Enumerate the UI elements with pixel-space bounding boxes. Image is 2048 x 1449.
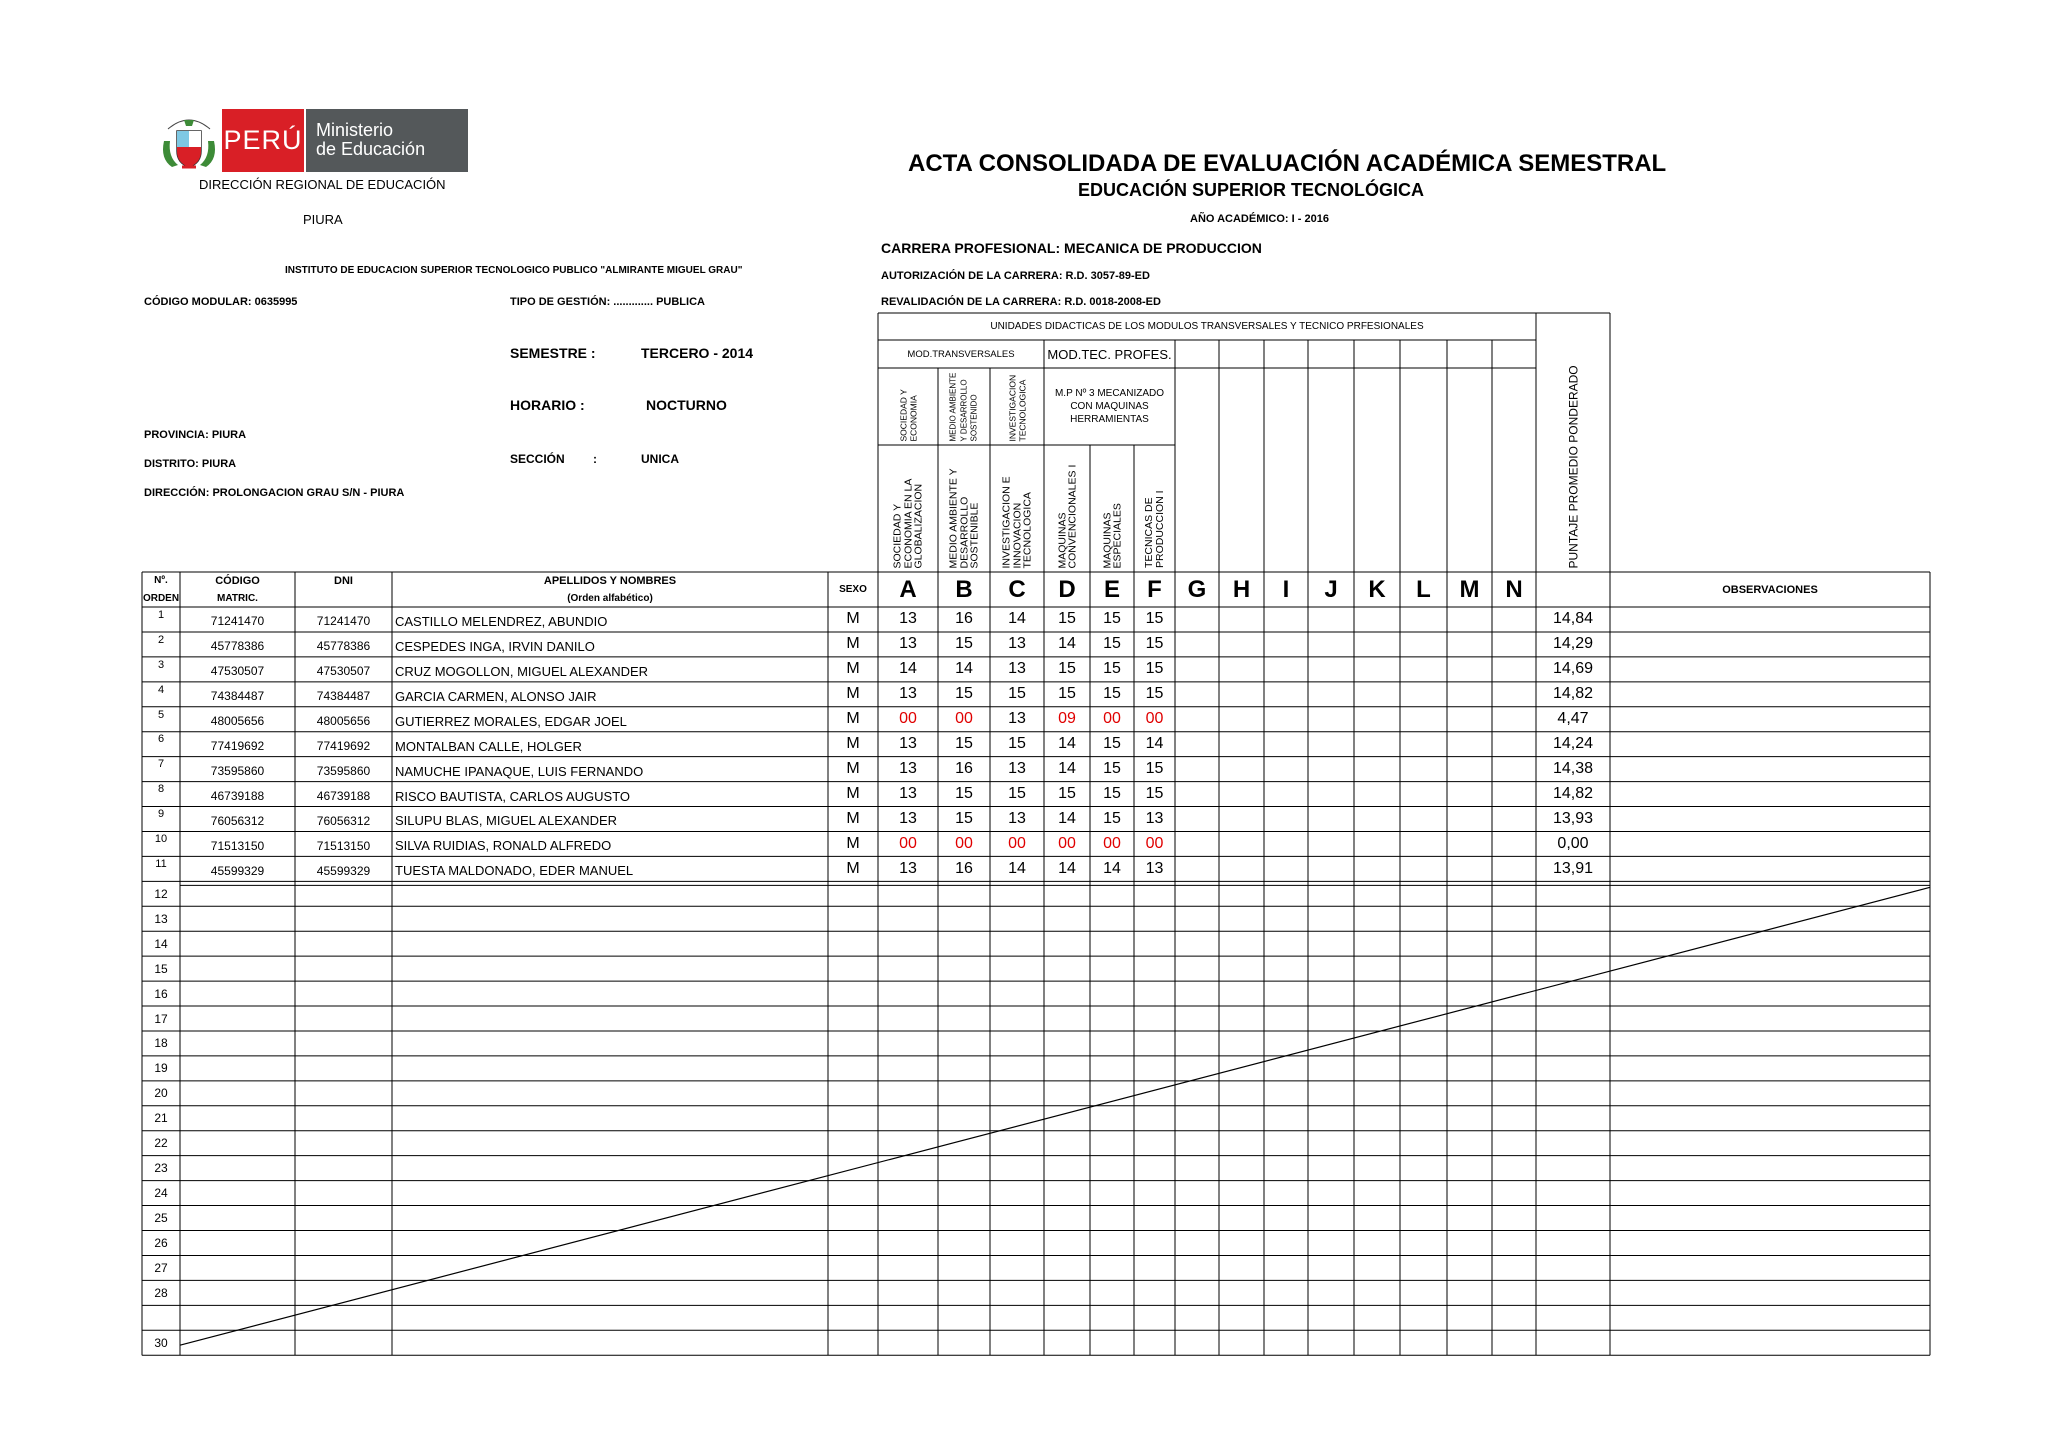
row-nota: 15: [1058, 785, 1076, 803]
row-codigo: 77419692: [210, 739, 265, 754]
col-letter-A: A: [899, 575, 917, 603]
horario-label: HORARIO :: [510, 397, 585, 413]
row-nota: 15: [1103, 785, 1121, 803]
row-nota: 13: [1008, 635, 1026, 653]
unit-label-1: SOCIEDAD Y ECONOMIA EN LA GLOBALIZACION: [891, 478, 925, 568]
col-observaciones: OBSERVACIONES: [1722, 583, 1818, 596]
row-orden: 7: [157, 758, 165, 771]
row-orden: 23: [154, 1161, 168, 1176]
row-codigo: 47530507: [210, 664, 265, 679]
row-nota: 15: [955, 635, 973, 653]
row-nota: 14: [1058, 809, 1076, 827]
row-nota: 15: [1103, 809, 1121, 827]
row-nota: 15: [1145, 610, 1164, 628]
col-codigo-2: MATRIC.: [217, 592, 258, 604]
row-nota: 15: [1145, 785, 1164, 803]
row-orden: 16: [154, 986, 168, 1001]
row-sexo: M: [846, 785, 860, 803]
row-nota: 00: [899, 710, 917, 728]
unit-label-2: MEDIO AMBIENTE Y DESARROLLO SOSTENIBLE: [947, 468, 981, 568]
row-nombre: GUTIERREZ MORALES, EDGAR JOEL: [395, 713, 627, 729]
row-nota: 15: [955, 735, 973, 753]
tipo-gestion: TIPO DE GESTIÓN: ............. PUBLICA: [510, 296, 705, 308]
row-codigo: 74384487: [210, 689, 265, 704]
row-promedio: 14,82: [1552, 785, 1594, 803]
peru-logo-text: PERÚ: [222, 109, 304, 172]
col-dni: DNI: [334, 574, 353, 587]
carrera-profesional: CARRERA PROFESIONAL: MECANICA DE PRODUCCION: [881, 240, 1262, 256]
semestre-label: SEMESTRE :: [510, 345, 596, 361]
row-nota: 00: [1103, 834, 1121, 852]
row-nota: 13: [899, 760, 917, 778]
row-orden: 10: [154, 833, 168, 846]
col-letter-J: J: [1324, 575, 1338, 603]
row-nota: 13: [1008, 660, 1026, 678]
row-orden: 14: [154, 936, 168, 951]
region: PIURA: [303, 212, 343, 227]
col-orden-1: Nº.: [154, 575, 168, 587]
mod-transversales-label: MOD.TRANSVERSALES: [907, 348, 1015, 360]
row-promedio: 14,38: [1552, 760, 1594, 778]
row-promedio: 14,82: [1552, 685, 1594, 703]
col-letter-H: H: [1232, 575, 1251, 603]
unit-label-6: TECNICAS DE PRODUCCION I: [1143, 490, 1166, 568]
row-orden: 22: [154, 1136, 168, 1151]
row-nota: 13: [899, 735, 917, 753]
col-letter-I: I: [1282, 575, 1290, 603]
row-orden: 18: [154, 1036, 168, 1051]
row-nota: 15: [955, 685, 973, 703]
row-nombre: NAMUCHE IPANAQUE, LUIS FERNANDO: [395, 763, 644, 779]
row-nota: 15: [1103, 610, 1121, 628]
unit-label-3: INVESTIGACION E INNOVACION TECNOLOGICA: [1000, 475, 1034, 568]
row-sexo: M: [846, 735, 860, 753]
ministry-logo-text: Ministerio de Educación: [304, 109, 468, 172]
row-nota: 13: [899, 785, 917, 803]
row-orden: 11: [155, 858, 167, 871]
row-codigo: 45778386: [210, 639, 265, 654]
row-nota: 13: [899, 685, 917, 703]
row-orden: 26: [154, 1235, 168, 1250]
row-sexo: M: [846, 834, 860, 852]
row-dni: 71513150: [316, 838, 371, 853]
row-orden: 15: [154, 961, 168, 976]
row-orden: 6: [157, 733, 165, 746]
semestre-value: TERCERO - 2014: [641, 345, 754, 361]
row-nota: 14: [1058, 859, 1076, 877]
direccion: DIRECCIÓN: PROLONGACION GRAU S/N - PIURA: [144, 487, 405, 499]
row-nota: 15: [1103, 685, 1121, 703]
row-nota: 00: [1145, 710, 1164, 728]
row-nota: 16: [955, 610, 973, 628]
row-dni: 47530507: [316, 664, 371, 679]
col-letter-L: L: [1416, 575, 1431, 603]
row-codigo: 76056312: [210, 813, 265, 828]
row-nombre: MONTALBAN CALLE, HOLGER: [395, 738, 582, 754]
row-orden: 30: [154, 1335, 168, 1350]
row-nota: 00: [955, 834, 973, 852]
row-sexo: M: [846, 760, 860, 778]
row-nota: 00: [955, 710, 973, 728]
row-orden: 25: [154, 1211, 168, 1226]
anio-academico: AÑO ACADÉMICO: I - 2016: [1190, 213, 1329, 225]
row-codigo: 71241470: [210, 614, 265, 629]
row-dni: 77419692: [316, 739, 371, 754]
row-nombre: GARCIA CARMEN, ALONSO JAIR: [395, 688, 597, 704]
page-subtitle: EDUCACIÓN SUPERIOR TECNOLÓGICA: [1078, 180, 1425, 200]
row-nota: 16: [955, 760, 973, 778]
col-codigo-1: CÓDIGO: [215, 574, 260, 587]
row-nota: 14: [955, 660, 973, 678]
row-nombre: CESPEDES INGA, IRVIN DANILO: [395, 638, 595, 654]
row-orden: 8: [157, 783, 165, 796]
puntaje-header: PUNTAJE PROMEDIO PONDERADO: [1565, 364, 1580, 568]
row-nota: 14: [1058, 760, 1076, 778]
row-nota: 15: [1008, 785, 1026, 803]
row-dni: 74384487: [316, 689, 371, 704]
row-dni: 73595860: [316, 764, 371, 779]
col-nombres-1: APELLIDOS Y NOMBRES: [543, 574, 677, 587]
row-nota: 15: [1008, 735, 1026, 753]
row-orden: 28: [154, 1285, 168, 1300]
col-nombres-2: (Orden alfabético): [567, 592, 653, 604]
row-orden: 27: [154, 1260, 168, 1275]
row-nota: 14: [1103, 859, 1121, 877]
seccion-label: SECCIÓN: [510, 452, 565, 466]
provincia: PROVINCIA: PIURA: [144, 429, 247, 441]
row-nombre: TUESTA MALDONADO, EDER MANUEL: [395, 863, 634, 879]
unit-label-5: MAQUINAS ESPECIALES: [1100, 502, 1123, 568]
row-dni: 76056312: [316, 813, 371, 828]
row-nota: 00: [1145, 834, 1164, 852]
row-dni: 48005656: [316, 714, 371, 729]
row-nota: 15: [1103, 660, 1121, 678]
row-nota: 15: [1145, 760, 1164, 778]
row-promedio: 14,24: [1552, 735, 1594, 753]
row-orden: 1: [157, 608, 165, 621]
col-letter-G: G: [1187, 575, 1207, 603]
row-nota: 13: [899, 859, 917, 877]
instituto-name: INSTITUTO DE EDUCACION SUPERIOR TECNOLOGICO PUBLICO "ALMIRANTE MIGUEL GRAU": [285, 265, 743, 276]
row-codigo: 45599329: [210, 863, 265, 878]
module-label-investigacion: INVESTIGACION TECNOLOGICA: [1006, 374, 1027, 441]
row-nombre: RISCO BAUTISTA, CARLOS AUGUSTO: [395, 788, 631, 804]
row-dni: 45778386: [316, 639, 371, 654]
row-orden: [142, 1305, 180, 1330]
row-nota: 16: [955, 859, 973, 877]
direccion-regional: DIRECCIÓN REGIONAL DE EDUCACIÓN: [199, 177, 446, 192]
row-nota: 14: [1008, 610, 1026, 628]
row-promedio: 14,84: [1552, 610, 1594, 628]
row-sexo: M: [846, 809, 860, 827]
row-orden: 3: [157, 658, 165, 671]
row-nota: 15: [955, 785, 973, 803]
unidades-title: UNIDADES DIDACTICAS DE LOS MODULOS TRANSVERSALES Y TECNICO PRFESIONALES: [990, 321, 1424, 332]
row-codigo: 46739188: [210, 789, 265, 804]
col-letter-B: B: [955, 575, 973, 603]
row-orden: 21: [154, 1111, 168, 1126]
row-promedio: 14,69: [1552, 660, 1594, 678]
row-orden: 17: [154, 1011, 168, 1026]
grid-line: [180, 887, 1930, 1345]
revalidacion-carrera: REVALIDACIÓN DE LA CARRERA: R.D. 0018-2008-ED: [881, 296, 1161, 308]
module-label-medio-ambiente: MEDIO AMBIENTE Y DESARROLLO SOSTENIDO: [948, 372, 979, 441]
module-label-mp3: M.P Nº 3 MECANIZADO CON MAQUINAS HERRAMIENTAS: [1054, 388, 1165, 425]
row-sexo: M: [846, 610, 860, 628]
row-nota: 15: [1058, 610, 1076, 628]
row-nombre: CRUZ MOGOLLON, MIGUEL ALEXANDER: [395, 663, 649, 679]
seccion-colon: :: [593, 452, 597, 466]
row-nombre: SILUPU BLAS, MIGUEL ALEXANDER: [395, 813, 618, 829]
row-dni: 71241470: [316, 614, 371, 629]
ministry-logo: [158, 109, 468, 172]
col-letter-M: M: [1459, 575, 1480, 603]
row-orden: 12: [154, 886, 168, 901]
row-orden: 24: [154, 1186, 168, 1201]
row-nota: 15: [1145, 660, 1164, 678]
row-nota: 13: [1145, 809, 1164, 827]
col-letter-N: N: [1505, 575, 1523, 603]
row-nota: 13: [1008, 809, 1026, 827]
page-title: ACTA CONSOLIDADA DE EVALUACIÓN ACADÉMICA SEMESTRAL: [908, 150, 1667, 177]
row-nota: 13: [899, 635, 917, 653]
row-nota: 13: [899, 610, 917, 628]
row-orden: 5: [157, 708, 165, 721]
row-nota: 15: [955, 809, 973, 827]
row-nota: 00: [1058, 834, 1076, 852]
row-nota: 09: [1058, 710, 1076, 728]
codigo-modular: CÓDIGO MODULAR: 0635995: [144, 296, 298, 308]
row-nota: 15: [1008, 685, 1026, 703]
row-promedio: 14,29: [1552, 635, 1594, 653]
distrito: DISTRITO: PIURA: [144, 458, 237, 470]
row-nota: 14: [1058, 635, 1076, 653]
col-sexo: SEXO: [839, 584, 867, 595]
col-letter-K: K: [1368, 575, 1386, 603]
row-codigo: 48005656: [210, 714, 265, 729]
row-orden: 4: [157, 683, 165, 696]
row-dni: 46739188: [316, 789, 371, 804]
col-letter-D: D: [1058, 575, 1076, 603]
row-nota: 15: [1145, 635, 1164, 653]
row-nota: 14: [1008, 859, 1026, 877]
module-label-sociedad: SOCIEDAD Y ECONOMIA: [897, 388, 918, 441]
row-nota: 15: [1058, 685, 1076, 703]
col-letter-F: F: [1147, 575, 1162, 603]
row-nota: 00: [1008, 834, 1026, 852]
row-nota: 15: [1103, 635, 1121, 653]
row-nota: 14: [1145, 735, 1164, 753]
row-dni: 45599329: [316, 863, 371, 878]
autorizacion-carrera: AUTORIZACIÓN DE LA CARRERA: R.D. 3057-89-ED: [881, 270, 1150, 282]
row-nota: 13: [899, 809, 917, 827]
row-sexo: M: [846, 710, 860, 728]
row-sexo: M: [846, 685, 860, 703]
row-codigo: 71513150: [210, 838, 265, 853]
row-nota: 15: [1103, 760, 1121, 778]
row-orden: 13: [154, 911, 168, 926]
row-nota: 15: [1103, 735, 1121, 753]
row-orden: 20: [154, 1086, 168, 1101]
mod-tec-label: MOD.TEC. PROFES.: [1047, 346, 1172, 362]
row-promedio: 0,00: [1557, 834, 1589, 852]
col-orden-2: ORDEN: [142, 592, 180, 604]
col-letter-C: C: [1008, 575, 1026, 603]
row-nombre: CASTILLO MELENDREZ, ABUNDIO: [395, 613, 608, 629]
row-codigo: 73595860: [210, 764, 265, 779]
horario-value: NOCTURNO: [646, 397, 727, 413]
row-nota: 15: [1145, 685, 1164, 703]
row-sexo: M: [846, 635, 860, 653]
row-nota: 00: [1103, 710, 1121, 728]
row-nota: 13: [1008, 710, 1026, 728]
row-nota: 13: [1145, 859, 1164, 877]
row-promedio: 13,91: [1552, 859, 1594, 877]
row-nombre: SILVA RUIDIAS, RONALD ALFREDO: [395, 838, 612, 854]
row-sexo: M: [846, 660, 860, 678]
peru-coat-of-arms-icon: [158, 109, 220, 172]
unit-label-4: MAQUINAS CONVENCIONALES I: [1055, 464, 1078, 568]
row-promedio: 4,47: [1557, 710, 1589, 728]
seccion-value: UNICA: [641, 452, 679, 466]
row-orden: 2: [157, 633, 165, 646]
row-orden: 19: [154, 1061, 168, 1076]
row-promedio: 13,93: [1552, 809, 1594, 827]
col-letter-E: E: [1103, 575, 1120, 603]
row-nota: 15: [1058, 660, 1076, 678]
row-nota: 00: [899, 834, 917, 852]
row-nota: 14: [1058, 735, 1076, 753]
row-sexo: M: [846, 859, 860, 877]
row-orden: 9: [157, 808, 165, 821]
row-nota: 14: [899, 660, 917, 678]
row-nota: 13: [1008, 760, 1026, 778]
